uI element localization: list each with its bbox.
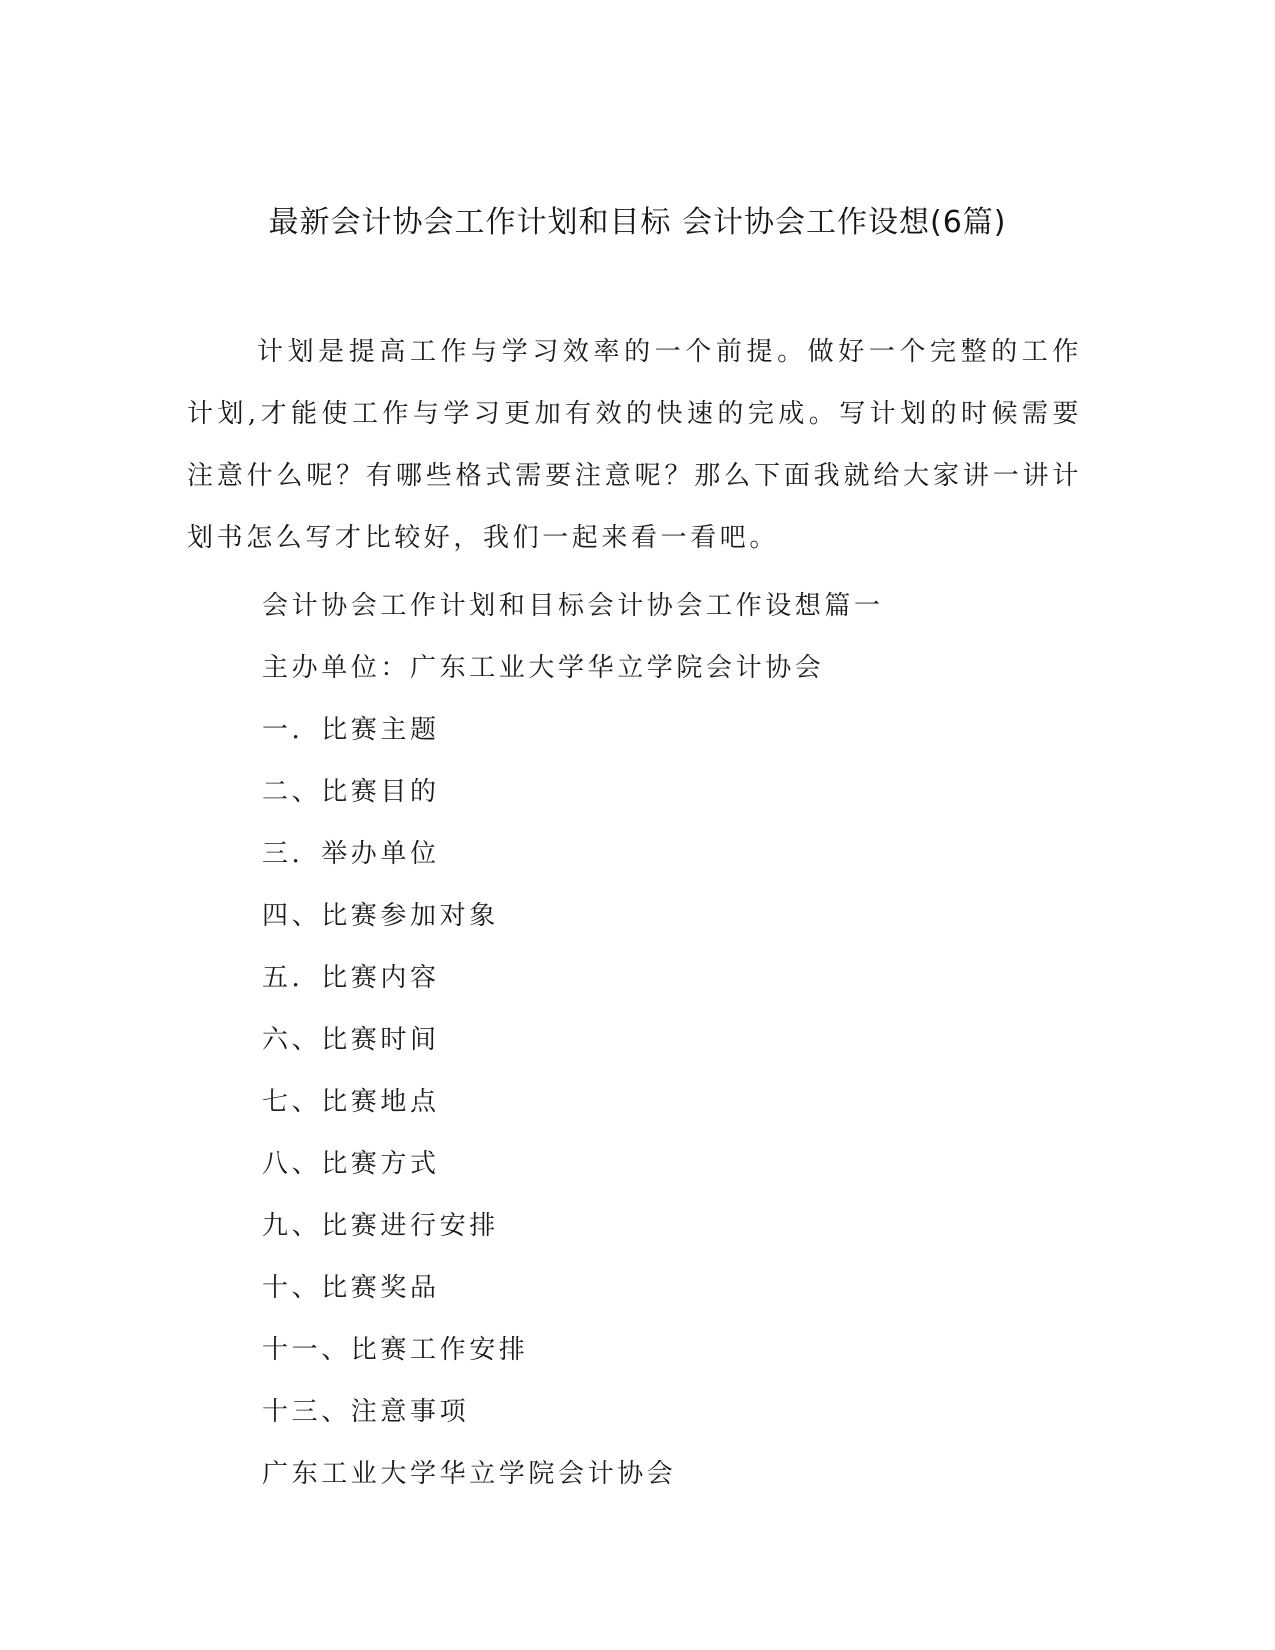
intro-paragraph: 计划是提高工作与学习效率的一个前提。做好一个完整的工作计划,才能使工作与学习更加有效的快速的完成。写计划的时候需要注意什么呢？有哪些格式需要注意呢？那么下面我就给大家讲一讲计划书怎么写才比较好，我们一起来看一看吧。 [187,337,1082,553]
document-title: 最新会计协会工作计划和目标 会计协会工作设想(6篇) [268,205,1007,240]
list-item: 五．比赛内容 [262,963,440,993]
list-item: 一．比赛主题 [262,715,440,745]
list-item: 三．举办单位 [262,839,440,869]
closing-organization: 广东工业大学华立学院会计协会 [262,1459,677,1489]
content-lines [262,575,1082,1505]
list-item: 十一、比赛工作安排 [262,1335,529,1365]
list-item: 九、比赛进行安排 [262,1211,499,1241]
list-item: 二、比赛目的 [262,777,440,807]
list-item: 十、比赛奖品 [262,1273,440,1303]
list-item: 八、比赛方式 [262,1149,440,1179]
list-item: 四、比赛参加对象 [262,901,499,931]
organizer-line: 主办单位：广东工业大学华立学院会计协会 [262,653,825,683]
list-item: 七、比赛地点 [262,1087,440,1117]
list-item: 十三、注意事项 [262,1397,470,1427]
section-heading: 会计协会工作计划和目标会计协会工作设想篇一 [262,591,884,621]
list-item: 六、比赛时间 [262,1025,440,1055]
